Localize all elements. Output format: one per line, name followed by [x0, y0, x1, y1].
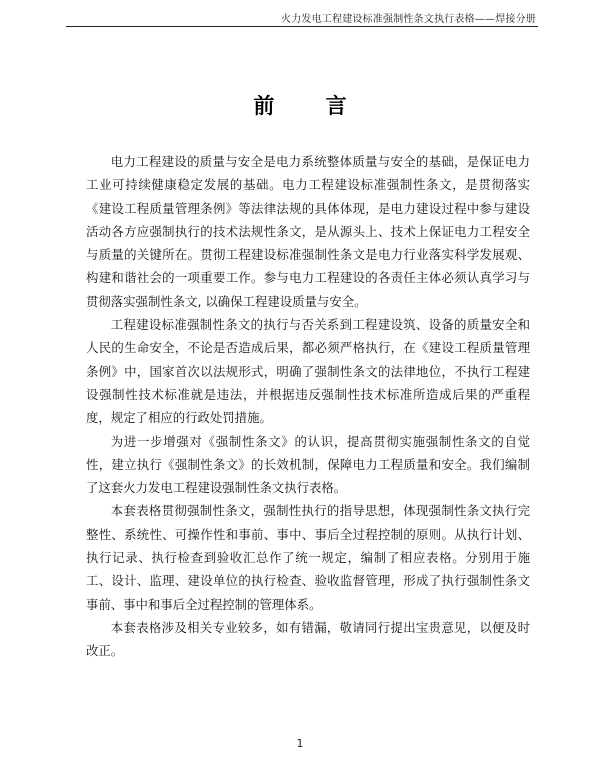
running-title: 火力发电工程建设标准强制性条文执行表格——焊接分册 [281, 14, 536, 25]
header-rule [66, 26, 538, 27]
paragraph-1: 电力工程建设的质量与安全是电力系统整体质量与安全的基础，是保证电力工业可持续健康稳定发展的基础。电力工程建设标准强制性条文，是贯彻落实《建设工程质量管理条例》等法律法规的具体体现，是电力建设过程中参与建设活动各方应强制执行的技术法规性条文，是从源头上、技术上保证电力工程安全与质量的关键所在。贯彻工程建设标准强制性条文是电力行业落实科学发展观、构建和谐社会的一项重要工作。参与电力工程建设的各责任主体必须认真学习与贯彻落实强制性条文, 以确保工程建设质量与安全。 [86, 154, 530, 309]
page-title: 前 言 [253, 94, 369, 118]
page-number: 1 [296, 737, 304, 750]
page-footer [0, 737, 600, 750]
paragraph-4: 本套表格贯彻强制性条文，强制性执行的指导思想，体现强制性条文执行完整性、系统性、可操作性和事前、事中、事后全过程控制的原则。从执行计划、执行记录、执行检查到验收汇总作了统一规定，编制了相应表格。分别用于施工、设计、监理、建设单位的执行检查、验收监督管理，形成了执行强制性条文事前、事中和事后全过程控制的管理体系。 [86, 503, 530, 612]
page-header [0, 0, 600, 28]
paragraph-3: 为进一步增强对《强制性条文》的认识，提高贯彻实施强制性条文的自觉性，建立执行《强制性条文》的长效机制，保障电力工程质量和安全。我们编制了这套火力发电工程建设强制性条文执行表格。 [86, 433, 530, 496]
paragraph-2: 工程建设标准强制性条文的执行与否关系到工程建设筑、设备的质量安全和人民的生命安全，不论是否造成后果，都必须严格执行，在《建设工程质量管理条例》中，国家首次以法规形式，明确了强制性条文的法律地位，不执行工程建设强制性技术标准就是违法，并根据违反强制性技术标准所造成后果的严重程度，规定了相应的行政处罚措施。 [86, 317, 530, 426]
preface-body [86, 150, 530, 663]
paragraph-5: 本套表格涉及相关专业较多，如有错漏，敬请同行提出宝贵意见，以便及时改正。 [86, 619, 530, 659]
